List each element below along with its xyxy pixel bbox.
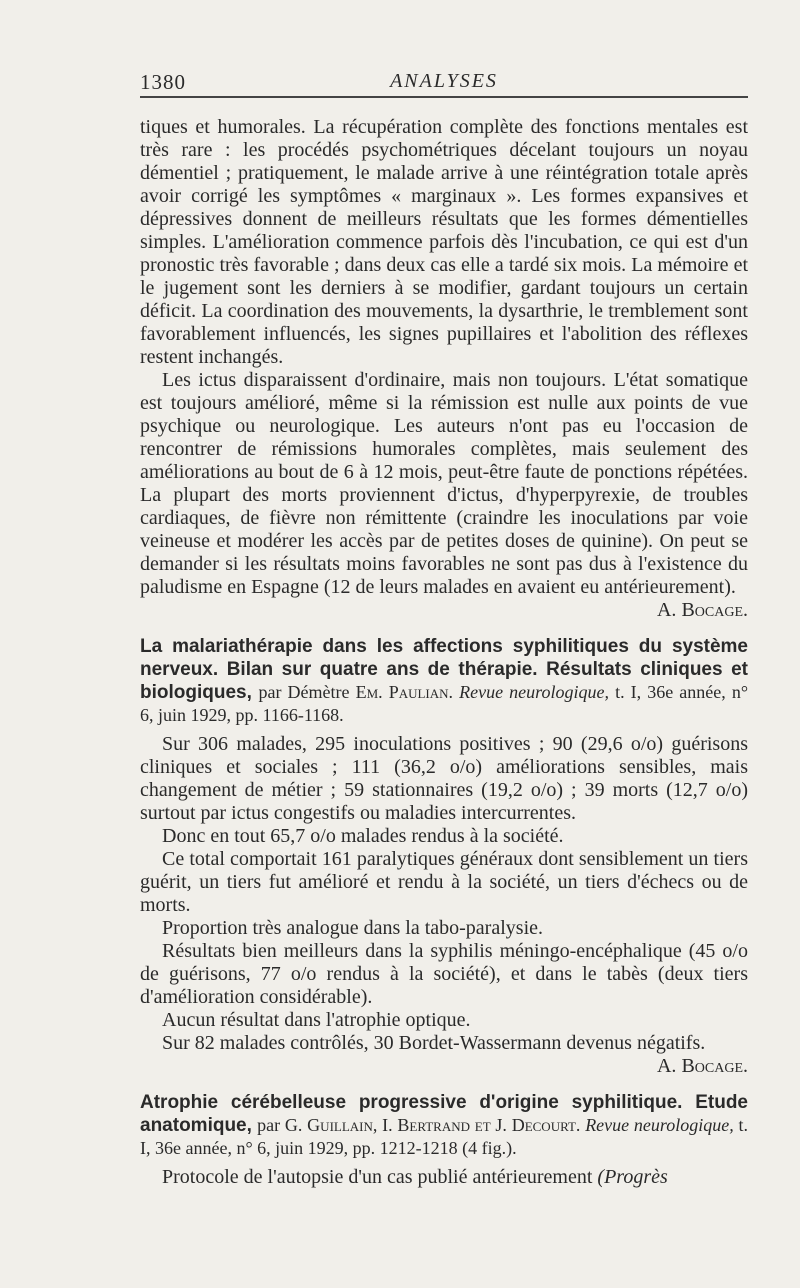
paragraph: Protocole de l'autopsie d'un cas publié antérieurement (Progrès	[162, 1166, 668, 1188]
paragraph: Résultats bien meilleurs dans la syphilis méningo-encéphalique (45 o/o de guérisons, 77 o/o rendus à la société), et dans le tabès (deux tiers d'amélioration considérable).	[140, 940, 748, 1008]
signature: A. Bocage.	[656, 1055, 748, 1077]
paragraph: Proportion très analogue dans la tabo-paralysie.	[162, 917, 543, 939]
article-title: Atrophie cérébelleuse progressive d'origine syphilitique. Etude anatomique,	[140, 1092, 748, 1136]
paragraph: Donc en tout 65,7 o/o malades rendus à la société.	[162, 825, 564, 847]
running-title: ANALYSES	[390, 70, 498, 92]
article-atrophie-cerebelleuse	[140, 1091, 748, 1189]
page-number: 1380	[140, 70, 186, 94]
paragraph: Sur 82 malades contrôlés, 30 Bordet-Wassermann devenus négatifs.	[162, 1032, 706, 1054]
article-heading	[140, 635, 748, 727]
paragraph: Les ictus disparaissent d'ordinaire, mais non toujours. L'état somatique est toujours amélioré, même si la rémission est nulle aux points de vue psychique ou neurologique. Les auteurs n'ont pas eu l'occasion de rencontrer de rémissions humorales complètes, mais seulement des améliorations au bout de 6 à 12 mois, peut-être faute de ponctions répétées. La plupart des morts proviennent d'ictus, d'hyperpyrexie, de troubles cardiaques, de fièvre non rémittente (craindre les inoculations par voie veineuse et modérer les accès par de petites doses de quinine). On peut se demander si les résultats moins favorables ne sont pas dus à l'existence du paludisme en Espagne (12 de leurs malades en avaient eu antérieurement).	[140, 369, 748, 598]
paragraph: Ce total comportait 161 paralytiques généraux dont sensiblement un tiers guérit, un tiers fut amélioré et rendu à la société, un tiers d'échecs ou de morts.	[140, 848, 748, 916]
article-heading	[140, 1091, 748, 1160]
paragraph: Aucun résultat dans l'atrophie optique.	[162, 1009, 471, 1031]
article-reference: par Démètre Em. Paulian. Revue neurologique, t. I, 36e année, n° 6, juin 1929, pp. 1166-1168.	[140, 682, 749, 725]
article-abstract	[140, 733, 748, 1078]
signature: A. Bocage.	[656, 599, 748, 621]
paragraph: tiques et humorales. La récupération complète des fonctions mentales est très rare : les procédés psychométriques décelant toujours un noyau démentiel ; pratiquement, le malade arrive à une réintégration totale après avoir corrigé les symptômes « marginaux ». Les formes expansives et dépressives donnent de meilleurs résultats que les formes démentielles simples. L'amélioration commence parfois dès l'incubation, ce qui est d'un pronostic très favorable ; dans deux cas elle a tardé six mois. La mémoire et le jugement sont les derniers à se modifier, gardant toujours un certain déficit. La coordination des mouvements, la dysarthrie, le tremblement sont favorablement influencés, les signes pupillaires et l'abolition des réflexes restent inchangés.	[140, 116, 748, 368]
page-header	[140, 66, 748, 98]
paragraph: Sur 306 malades, 295 inoculations positives ; 90 (29,6 o/o) guérisons cliniques et sociales ; 111 (36,2 o/o) améliorations sensibles, mais changement de métier ; 59 stationnaires (19,2 o/o) ; 39 morts (12,7 o/o) surtout par ictus congestifs ou maladies intercurrentes.	[140, 733, 748, 824]
article-abstract	[140, 1166, 748, 1189]
previous-article-continuation	[140, 116, 748, 622]
page-body	[140, 116, 748, 1189]
article-reference: par G. Guillain, I. Bertrand et J. Decourt. Revue neurologique, t. I, 36e année, n° 6, juin 1929, pp. 1212-1218 (4 fig.).	[140, 1115, 749, 1158]
article-title: La malariathérapie dans les affections syphilitiques du système nerveux. Bilan sur quatre ans de thérapie. Résultats cliniques et biologiques,	[140, 636, 748, 703]
article-malariatherapie	[140, 635, 748, 1078]
